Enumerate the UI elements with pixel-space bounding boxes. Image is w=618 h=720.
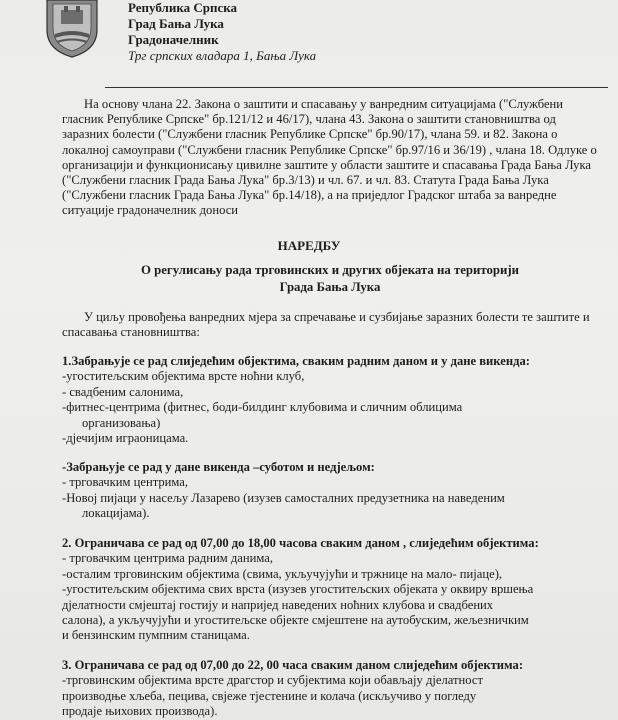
- coat-of-arms-icon: [41, 0, 103, 58]
- list-item: -осталим трговинским објектима (свима, укључујући и тржнице на мало- пијаце),: [62, 566, 503, 581]
- document-title: НАРЕДБУ: [277, 238, 341, 253]
- section-3: [62, 658, 602, 720]
- issuer-header: [128, 0, 316, 64]
- subtitle-line-1: О регулисању рада трговинских и других објеката на територији: [140, 263, 520, 277]
- list-item: -Новој пијаци у насељу Лазарево (изузев самосталних предузетника на наведеним: [62, 490, 505, 505]
- list-item: производње хљеба, пецива, свјеже тјестенине и колача (искључиво у погледу: [62, 688, 477, 703]
- header-line-mayor: Градоначелник: [128, 32, 219, 47]
- header-line-city: Град Бања Лука: [128, 16, 224, 31]
- section-1b: [62, 460, 602, 522]
- section-3-heading: 3. Ограничава се рад од 07,00 до 22, 00 часа сваким даном слиједећим објектима:: [62, 658, 524, 672]
- document-subtitle: [120, 262, 540, 296]
- header-divider: [105, 87, 608, 88]
- list-item: продаје њихових производа).: [62, 704, 218, 719]
- list-item: организовања): [82, 415, 161, 430]
- list-item: и бензинским пумпним станицама.: [62, 628, 250, 643]
- list-item: - трговачким центрима,: [62, 475, 189, 490]
- legal-basis-paragraph: На основу члана 22. Закона о заштити и спасавању у ванредним ситуацијама ("Службени гласник Републике Српске" бр.121/12 и 46/17), члана 43. Закона о заштити становништва од заразних болести ("Службени гласник Републике Српске" бр.90/17), члана 59. и 82. Закона о локалној самоуправи ("Службени гласник Републике Српске" бр.97/16 и 36/19) , члана 18. Одлуке о организацији и функционисању цивилне заштите у области заштите и спасавања Града Бања Лука ("Службени гласник Града Бања Лука" бр.3/13) и чл. 67. и чл. 83. Статута Града Бања Лука ("Службени гласник Града Бања Лука" бр.14/18), а на приједлог Градског штаба за ванредне ситуације градоначелник доноси: [62, 97, 597, 218]
- list-item: дјелатности смјештај гостију и напријед наведених ноћних клубова и свадбених: [62, 597, 494, 612]
- list-item: -дјечијим играоницама.: [62, 431, 189, 446]
- header-line-republic: Република Српска: [128, 0, 238, 15]
- list-item: салона), а укључујући и угоститељске објекте смјештене на аутобуским, жељезничким: [62, 613, 529, 628]
- section-1-heading: 1.Забрањује се рад слиједећим објектима, сваким радним даном и у дане викенда:: [62, 354, 530, 368]
- list-item: -трговинским објектима врсте драгстор и субјектима који обављају дјелатност: [62, 673, 483, 688]
- list-item: -угоститељским објектима врсте ноћни клуб,: [62, 369, 305, 384]
- section-2: [62, 536, 602, 644]
- list-item: локацијама).: [82, 506, 150, 521]
- purpose-paragraph: У циљу провођења ванредних мјера за спречавање и сузбијање заразних болести те заштите и спасавања становништва:: [62, 310, 590, 340]
- list-item: - свадбеним салонима,: [62, 384, 184, 399]
- section-2-heading: 2. Ограничава се рад од 07,00 до 18,00 часова сваким даном , слиједећим објектима:: [62, 536, 539, 550]
- section-1b-heading: -Забрањује се рад у дане викенда –суботом и недјељом:: [62, 460, 375, 474]
- list-item: -фитнес-центрима (фитнес, боди-билдинг клубовима и сличним облицима: [62, 400, 463, 415]
- section-1: [62, 354, 602, 446]
- list-item: -угоститељским објектима свих врста (изузев угоститељских објеката у оквиру вршења: [62, 582, 534, 597]
- subtitle-line-2: Града Бања Лука: [279, 280, 381, 294]
- header-address: Трг српских владара 1, Бања Лука: [128, 48, 317, 63]
- list-item: - трговачким центрима радним данима,: [62, 551, 273, 566]
